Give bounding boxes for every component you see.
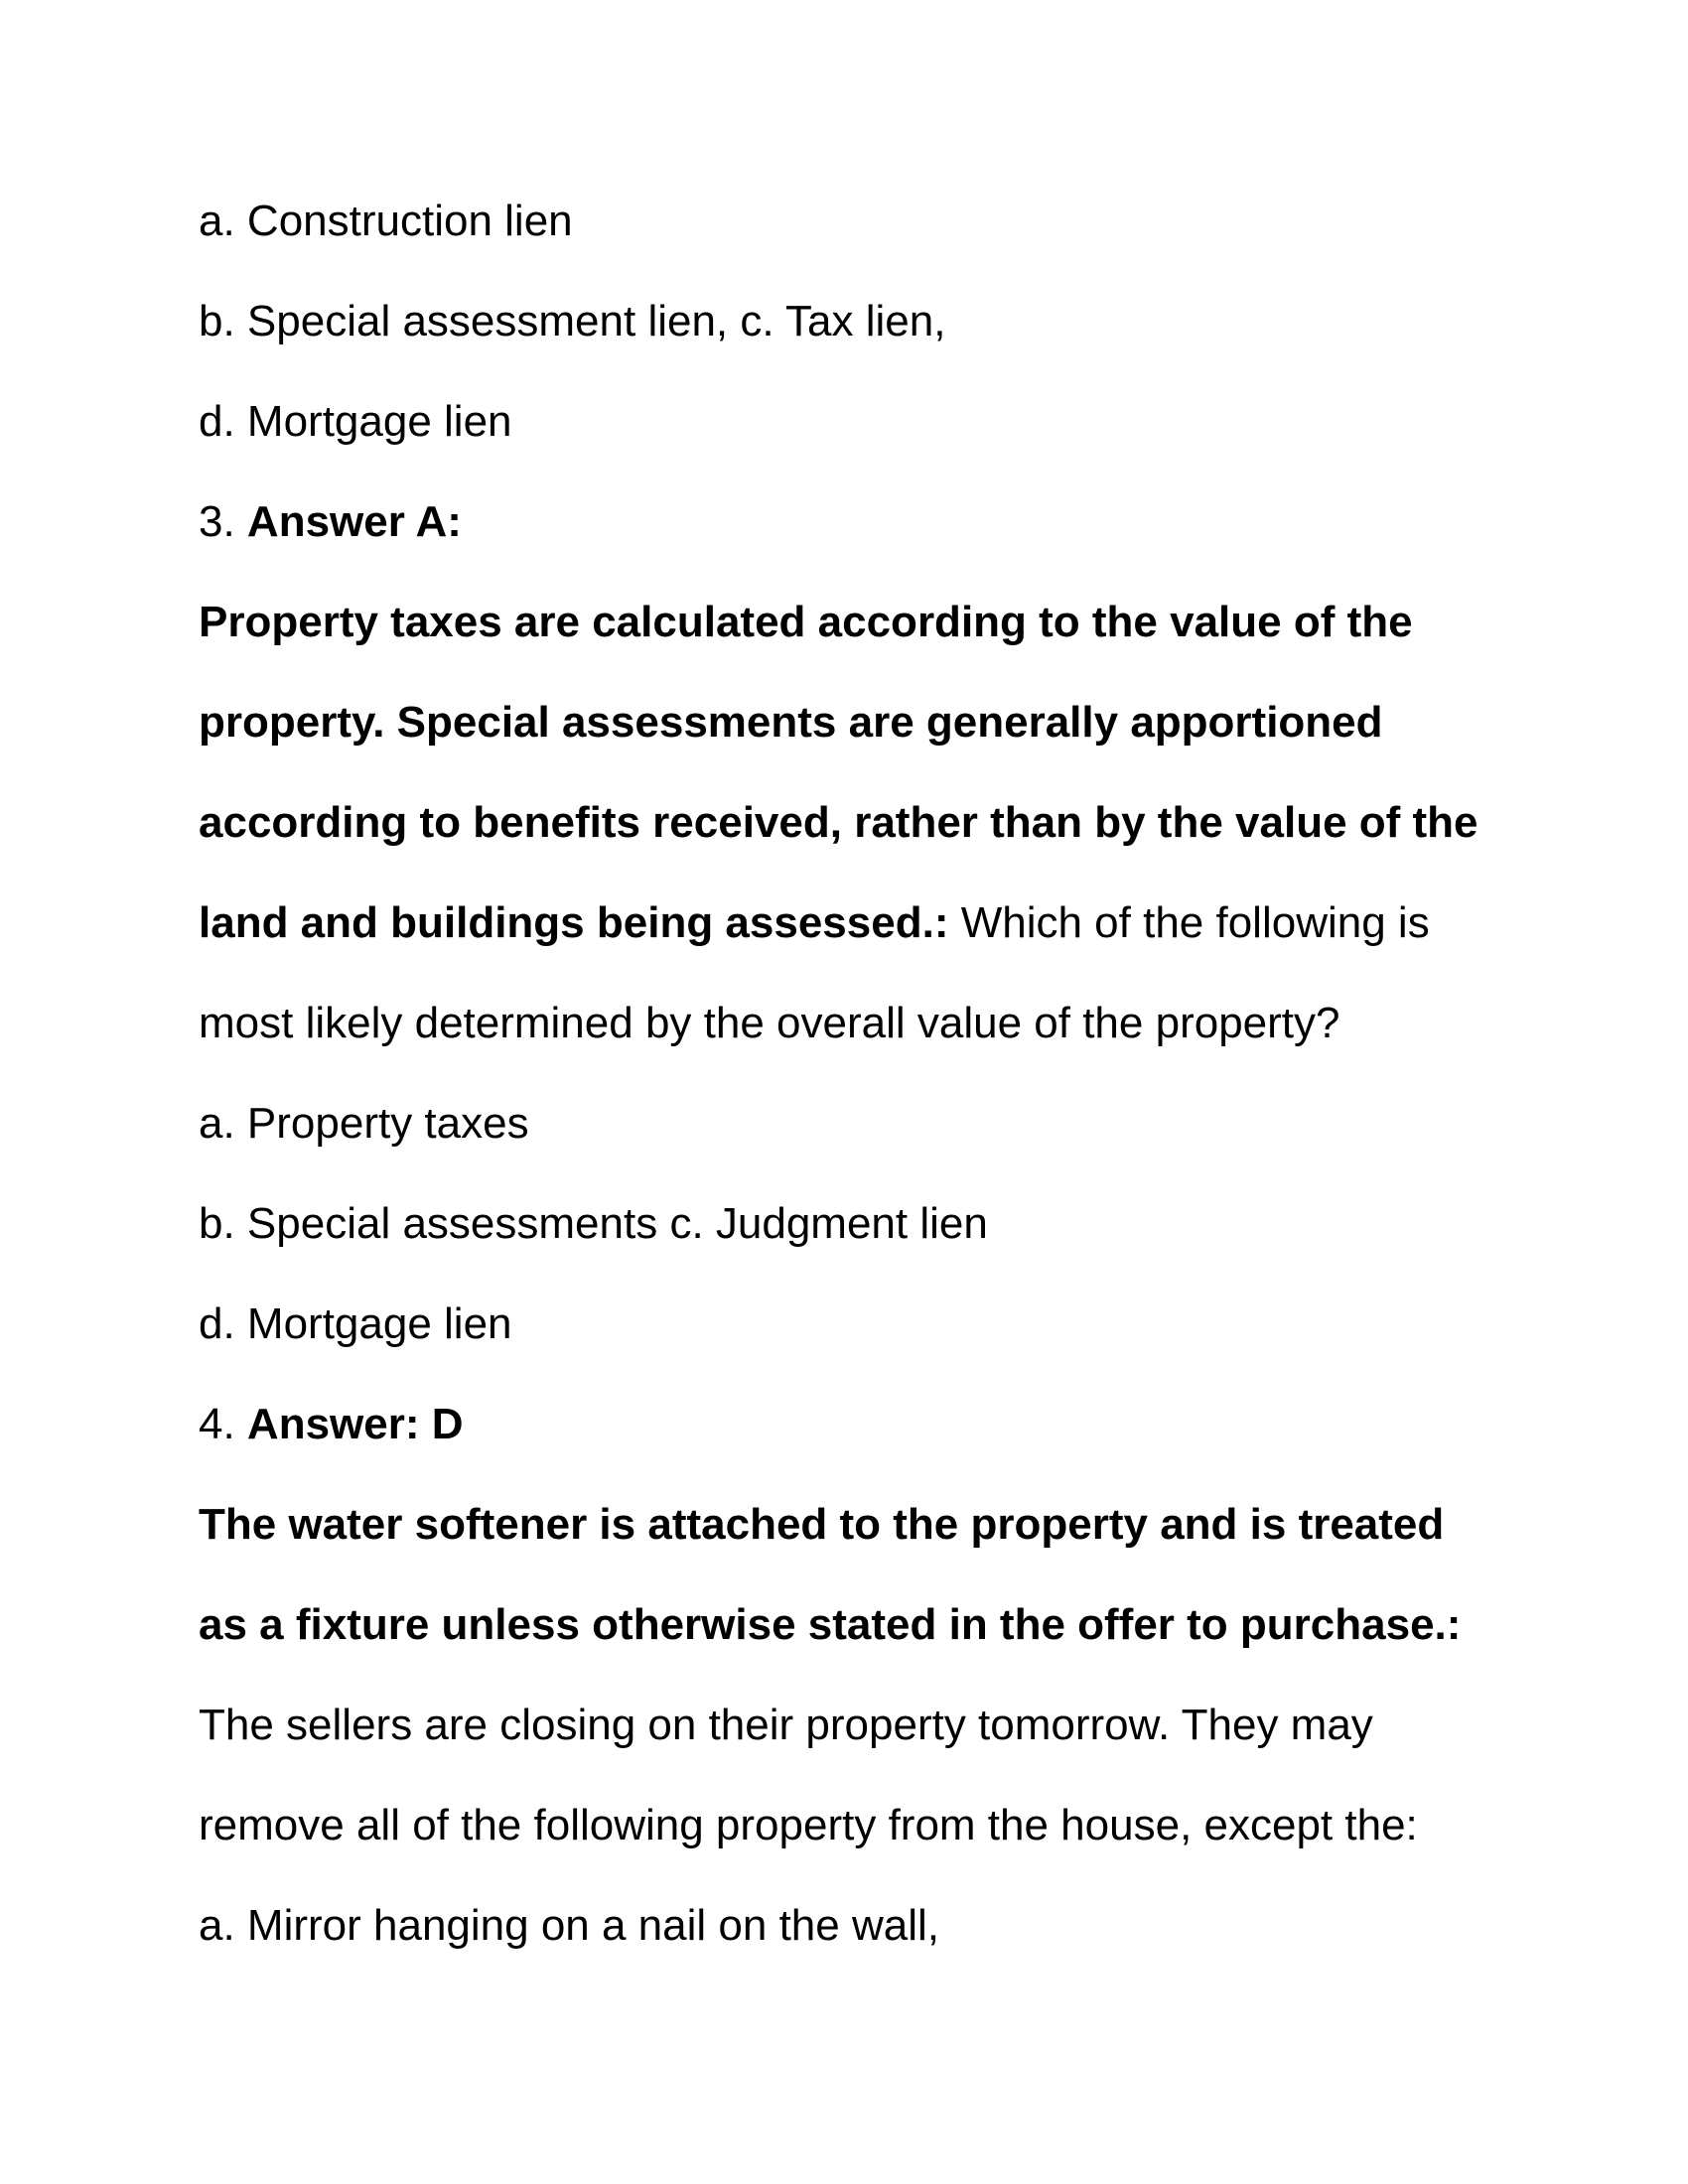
option-b-c-liens: b. Special assessment lien, c. Tax lien, <box>199 297 946 345</box>
answer-4-label: Answer: D <box>246 1400 464 1448</box>
answer-3-explanation-line-1: Property taxes are calculated according to the value of the <box>199 598 1413 646</box>
answer-3-heading <box>199 492 462 552</box>
question-4-text-end: most likely determined by the overall value of the property? <box>199 999 1340 1047</box>
answer-3-explanation-end: land and buildings being assessed.: <box>199 898 949 947</box>
option-a-construction-lien: a. Construction lien <box>199 197 573 245</box>
answer-3-explanation-line-3: according to benefits received, rather than by the value of the <box>199 798 1478 847</box>
answer-3-number: 3. <box>199 497 247 546</box>
option-d-mortgage-lien: d. Mortgage lien <box>199 397 512 446</box>
answer-3-explanation-line-2: property. Special assessments are generally apportioned <box>199 698 1383 747</box>
question-5-text-line-1: The sellers are closing on their property tomorrow. They may <box>199 1701 1373 1749</box>
answer-4-number: 4. <box>199 1400 247 1448</box>
answer-4-explanation-line-2: as a fixture unless otherwise stated in the offer to purchase.: <box>199 1600 1462 1649</box>
option-a-property-taxes: a. Property taxes <box>199 1099 529 1148</box>
answer-4-explanation-line-1: The water softener is attached to the property and is treated <box>199 1500 1445 1549</box>
question-5-text-line-2: remove all of the following property from the house, except the: <box>199 1801 1418 1849</box>
option-b-c-special-judgment: b. Special assessments c. Judgment lien <box>199 1199 988 1248</box>
answer-3-label: Answer A: <box>246 497 462 546</box>
option-d-mortgage-lien-2: d. Mortgage lien <box>199 1299 512 1348</box>
answer-3-explanation-line-4 <box>199 893 1430 953</box>
answer-4-heading <box>199 1395 464 1454</box>
option-a-mirror: a. Mirror hanging on a nail on the wall, <box>199 1901 939 1950</box>
question-4-text-start: Which of the following is <box>948 898 1430 947</box>
